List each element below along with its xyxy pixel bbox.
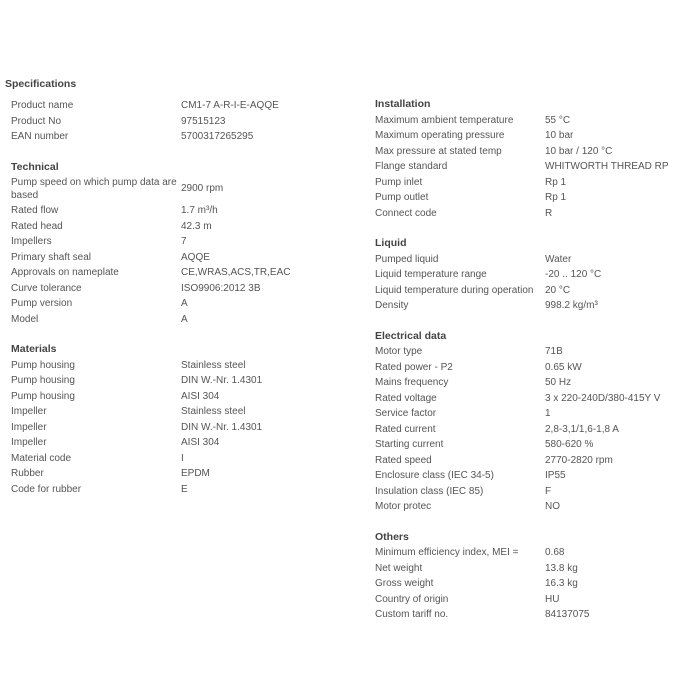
spec-label: Connect code (375, 207, 437, 219)
spec-label: Impeller (11, 421, 47, 433)
section-heading: Materials (11, 343, 57, 355)
spec-value: A (181, 298, 188, 309)
section-heading: Others (375, 530, 409, 543)
section-heading: Technical (11, 160, 59, 173)
left-column (11, 98, 351, 497)
spec-value: F (545, 485, 552, 497)
spec-row (11, 250, 351, 266)
spec-row (375, 391, 695, 407)
spec-label: Starting current (375, 439, 444, 450)
right-column (375, 97, 695, 623)
spec-value: I (181, 452, 184, 464)
spec-label: Pump speed on which pump data are based (11, 177, 177, 201)
spec-row (375, 437, 695, 453)
spec-value: R (545, 207, 553, 219)
spec-value: 97515123 (181, 115, 226, 127)
spec-value: 5700317265295 (181, 131, 254, 142)
spec-value: 0.65 kW (545, 361, 582, 373)
spec-row (11, 389, 351, 405)
spec-row (11, 296, 351, 312)
spec-row (11, 373, 351, 389)
spec-label: Rated flow (11, 205, 59, 216)
spec-label: Pump inlet (375, 176, 423, 188)
spec-value: -20 .. 120 °C (545, 269, 602, 280)
spec-row (375, 561, 695, 577)
spec-value: CE,WRAS,ACS,TR,EAC (181, 267, 291, 278)
spec-row (11, 175, 351, 203)
spec-value: 42.3 m (181, 220, 212, 232)
spec-label: Liquid temperature during operation (375, 284, 534, 296)
section-materials (11, 342, 351, 497)
spec-label: EAN number (11, 131, 69, 142)
section-liquid (375, 236, 695, 314)
spec-value: DIN W.-Nr. 1.4301 (181, 375, 263, 386)
spec-value: 3 x 220-240D/380-415Y V (545, 392, 661, 404)
spec-value: HU (545, 593, 560, 605)
spec-label: Product name (11, 100, 74, 111)
spec-label: Product No (11, 115, 62, 127)
spec-label: Enclosure class (IEC 34-5) (375, 470, 494, 481)
spec-label: Rated power - P2 (375, 361, 453, 373)
spec-row (375, 283, 695, 299)
spec-label: Pump housing (11, 359, 75, 371)
spec-row (375, 406, 695, 422)
spec-row (375, 375, 695, 391)
spec-row (375, 360, 695, 376)
spec-value: Stainless steel (181, 406, 246, 417)
spec-label: Impellers (11, 236, 52, 247)
spec-value: AISI 304 (181, 437, 220, 448)
spec-label: Pump outlet (375, 192, 429, 203)
spec-row (375, 252, 695, 268)
spec-value: 55 °C (545, 114, 571, 126)
spec-label: Minimum efficiency index, MEI = (375, 547, 519, 558)
spec-value: 20 °C (545, 284, 571, 296)
spec-label: Pump housing (11, 390, 75, 402)
spec-row (11, 234, 351, 250)
page-title: Specifications (5, 78, 77, 90)
spec-value: Water (545, 253, 572, 265)
spec-value: Stainless steel (181, 359, 246, 371)
spec-value: 7 (181, 236, 187, 247)
spec-label: Gross weight (375, 578, 434, 589)
spec-row (375, 576, 695, 592)
spec-label: Model (11, 313, 39, 325)
spec-row (375, 159, 695, 175)
spec-label: Flange standard (375, 161, 448, 172)
spec-label: Code for rubber (11, 483, 82, 495)
spec-row (375, 128, 695, 144)
spec-label: Motor protec (375, 501, 432, 512)
spec-row (375, 499, 695, 515)
spec-value: AQQE (181, 251, 210, 263)
section-electrical-data (375, 329, 695, 515)
spec-label: Impeller (11, 437, 47, 448)
spec-row (375, 453, 695, 469)
spec-value: Rp 1 (545, 192, 567, 203)
spec-label: Country of origin (375, 593, 449, 605)
spec-label: Motor type (375, 346, 423, 357)
section-heading: Installation (375, 98, 431, 110)
spec-label: Maximum ambient temperature (375, 114, 514, 126)
spec-label: Pump version (11, 298, 73, 309)
spec-row (375, 607, 695, 623)
spec-row (11, 219, 351, 235)
spec-row (11, 129, 351, 145)
spec-label: Pumped liquid (375, 253, 439, 265)
spec-row (375, 484, 695, 500)
spec-label: Net weight (375, 562, 423, 574)
spec-label: Custom tariff no. (375, 609, 449, 620)
spec-label: Material code (11, 452, 72, 464)
spec-label: Impeller (11, 406, 47, 417)
section-installation (375, 97, 695, 221)
spec-row (11, 420, 351, 436)
spec-value: 84137075 (545, 609, 590, 620)
spec-value: 1.7 m³/h (181, 205, 218, 216)
spec-row (375, 298, 695, 314)
spec-label: Mains frequency (375, 377, 449, 388)
spec-row (11, 265, 351, 281)
spec-row (375, 545, 695, 561)
spec-value: NO (545, 501, 560, 512)
spec-row (11, 482, 351, 498)
spec-value: 71B (545, 346, 563, 357)
spec-row (11, 358, 351, 374)
spec-value: 13.8 kg (545, 562, 578, 574)
spec-value: WHITWORTH THREAD RP (545, 161, 669, 172)
spec-row (375, 344, 695, 360)
spec-label: Rubber (11, 468, 44, 479)
section-technical (11, 160, 351, 328)
spec-value: 1 (545, 408, 551, 419)
spec-label: Rated speed (375, 454, 432, 466)
spec-label: Liquid temperature range (375, 269, 487, 280)
spec-value: A (181, 313, 188, 325)
spec-value: 998.2 kg/m³ (545, 300, 598, 311)
spec-row (11, 281, 351, 297)
spec-value: 2900 rpm (181, 183, 224, 195)
spec-value: 2,8-3,1/1,6-1,8 A (545, 423, 619, 435)
spec-value: E (181, 483, 188, 495)
spec-value: Rp 1 (545, 176, 567, 188)
spec-label: Rated current (375, 423, 436, 435)
spec-label: Rated head (11, 220, 63, 232)
spec-row (11, 404, 351, 420)
spec-row (375, 113, 695, 129)
section-product (11, 98, 351, 145)
spec-label: Maximum operating pressure (375, 130, 505, 141)
spec-value: DIN W.-Nr. 1.4301 (181, 421, 263, 433)
spec-value: 10 bar (545, 130, 574, 141)
spec-row (375, 190, 695, 206)
spec-row (375, 206, 695, 222)
spec-label: Max pressure at stated temp (375, 145, 502, 157)
section-heading: Electrical data (375, 329, 447, 342)
spec-row (375, 468, 695, 484)
spec-row (11, 312, 351, 328)
spec-value: EPDM (181, 468, 210, 479)
spec-label: Density (375, 300, 409, 311)
section-heading: Liquid (375, 237, 407, 249)
spec-value: 50 Hz (545, 377, 572, 388)
spec-value: CM1-7 A-R-I-E-AQQE (181, 100, 279, 111)
spec-row (11, 114, 351, 130)
spec-row (375, 267, 695, 283)
section-others (375, 530, 695, 623)
spec-label: Approvals on nameplate (11, 267, 119, 278)
spec-row (11, 451, 351, 467)
spec-value: AISI 304 (181, 390, 220, 402)
spec-label: Pump housing (11, 375, 75, 386)
spec-label: Rated voltage (375, 392, 437, 404)
spec-row (375, 144, 695, 160)
spec-row (11, 435, 351, 451)
spec-value: 2770-2820 rpm (545, 454, 613, 466)
spec-value: ISO9906:2012 3B (181, 282, 261, 294)
spec-row (11, 203, 351, 219)
spec-label: Insulation class (IEC 85) (375, 485, 484, 497)
spec-value: 580-620 % (545, 439, 594, 450)
spec-row (375, 592, 695, 608)
spec-row (11, 98, 351, 114)
spec-value: 10 bar / 120 °C (545, 145, 613, 157)
spec-label: Primary shaft seal (11, 251, 92, 263)
spec-row (375, 175, 695, 191)
spec-value: 0.68 (545, 547, 565, 558)
spec-label: Curve tolerance (11, 282, 82, 294)
spec-value: IP55 (545, 470, 566, 481)
spec-label: Service factor (375, 408, 437, 419)
spec-row (11, 466, 351, 482)
spec-value: 16.3 kg (545, 578, 578, 589)
spec-row (375, 422, 695, 438)
